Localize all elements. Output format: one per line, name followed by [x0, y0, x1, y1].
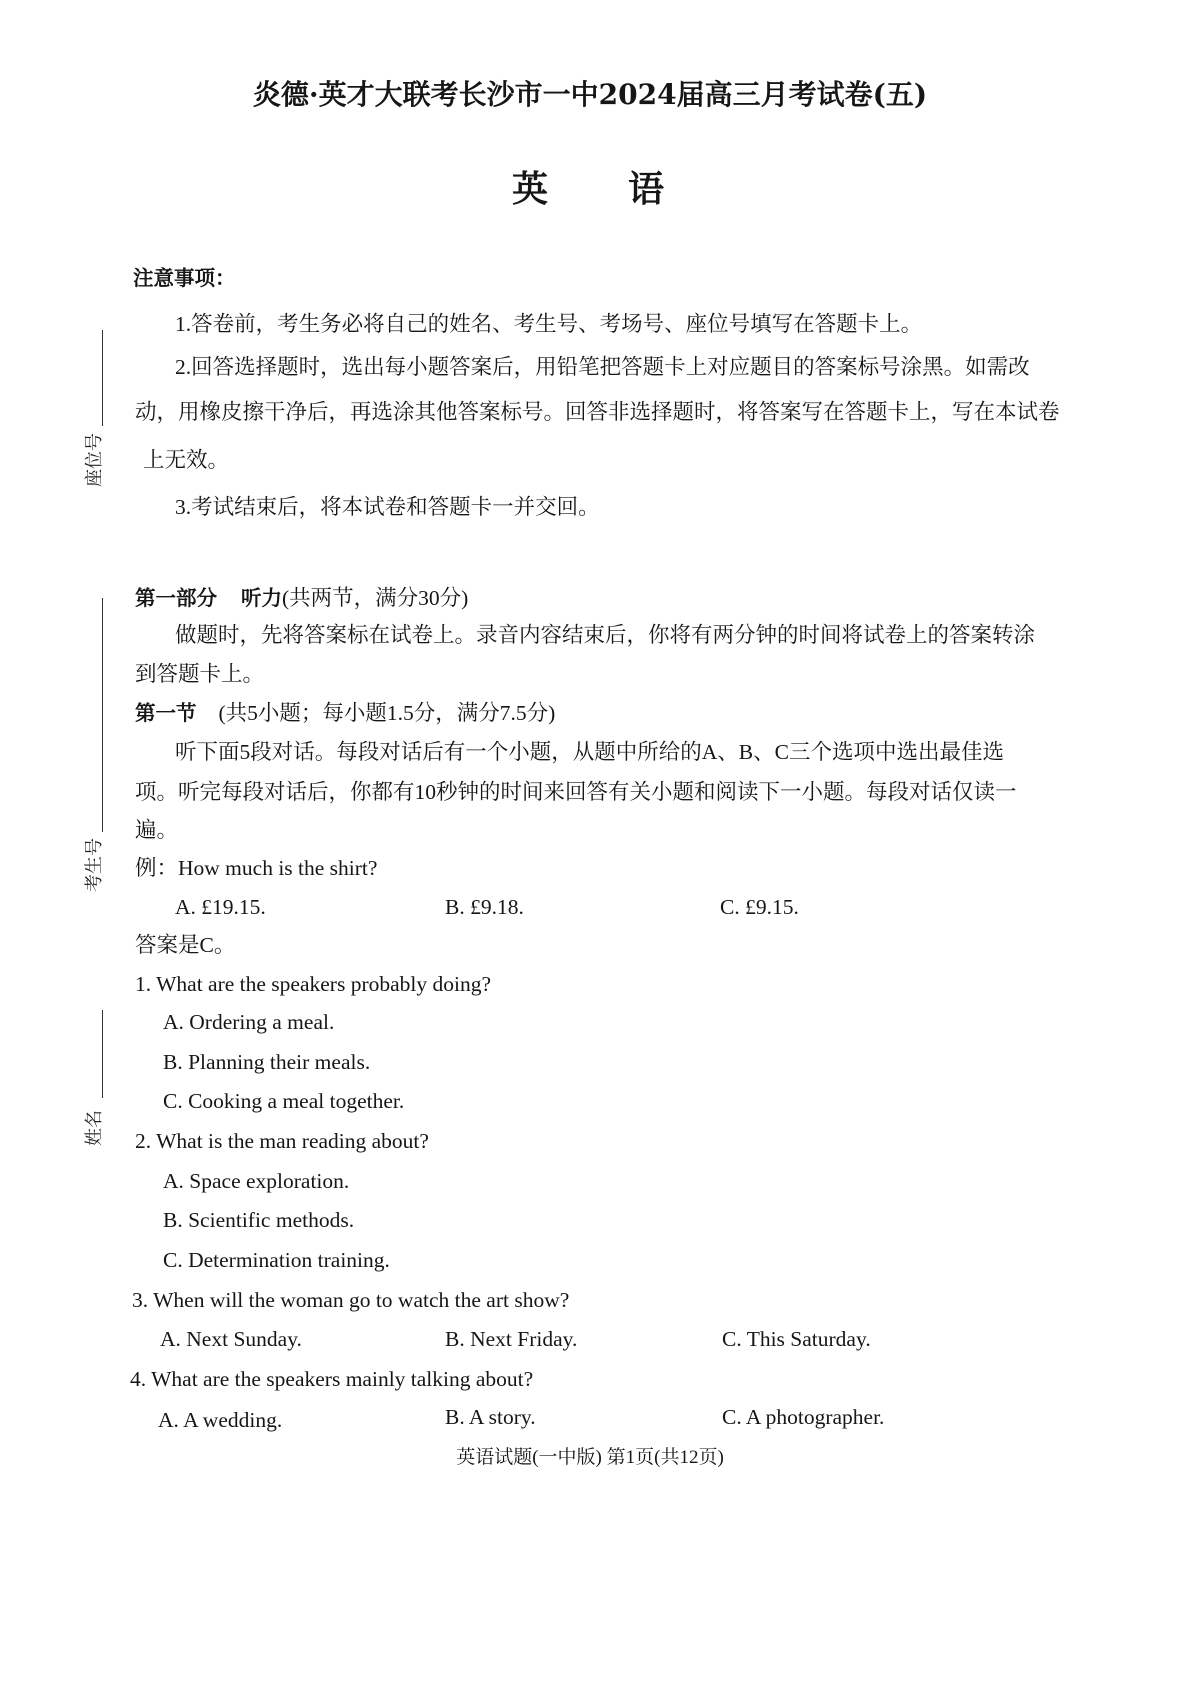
name-label: 姓名	[84, 1110, 105, 1146]
part1-note: (共两节，满分30分)	[282, 586, 469, 610]
example-option-b: B. £9.18.	[445, 895, 524, 919]
subject-title: 英语	[512, 169, 745, 210]
part1-heading	[135, 583, 468, 613]
question-option: A. Next Sunday.	[160, 1327, 302, 1351]
part1-title: 听力	[241, 586, 282, 610]
example-option-a: A. £19.15.	[175, 895, 266, 919]
notice-line: 上无效。	[143, 448, 230, 472]
question-stem: 4. What are the speakers mainly talking about?	[130, 1367, 534, 1391]
section1-instruction-line: 项。听完每段对话后，你都有10秒钟的时间来回答有关小题和阅读下一小题。每段对话仅读一	[135, 780, 1017, 804]
page-footer: 英语试题(一中版) 第1页(共12页)	[456, 1447, 724, 1468]
example-question: 例：How much is the shirt?	[135, 856, 378, 880]
section1-instruction-line: 听下面5段对话。每段对话后有一个小题，从题中所给的A、B、C三个选项中选出最佳选	[175, 740, 1004, 764]
part1-label: 第一部分	[135, 586, 217, 610]
question-stem: 3. When will the woman go to watch the art show?	[132, 1288, 570, 1312]
question-option: B. A story.	[445, 1405, 536, 1429]
section1-label: 第一节	[135, 701, 197, 725]
question-option: C. Determination training.	[163, 1248, 390, 1272]
question-option: C. This Saturday.	[722, 1327, 871, 1351]
exam-title: 炎德·英才大联考长沙市一中2024届高三月考试卷(五)	[252, 78, 928, 111]
notice-line: 1.答卷前，考生务必将自己的姓名、考生号、考场号、座位号填写在答题卡上。	[175, 312, 923, 336]
question-option: A. Space exploration.	[163, 1169, 350, 1193]
seat-number-line	[102, 330, 103, 426]
example-option-c: C. £9.15.	[720, 895, 799, 919]
name-line	[102, 1010, 103, 1098]
section1-instruction-line: 遍。	[135, 818, 179, 842]
notice-line: 动，用橡皮擦干净后，再选涂其他答案标号。回答非选择题时，将答案写在答题卡上，写在本试卷	[135, 400, 1060, 424]
candidate-number-line	[102, 598, 103, 832]
example-answer: 答案是C。	[135, 933, 236, 957]
candidate-number-label: 考生号	[84, 838, 105, 892]
question-option: B. Planning their meals.	[163, 1050, 371, 1074]
question-option: A. A wedding.	[158, 1408, 283, 1432]
question-option: C. Cooking a meal together.	[163, 1089, 405, 1113]
notice-line: 3.考试结束后，将本试卷和答题卡一并交回。	[175, 495, 600, 519]
section1-heading	[135, 698, 555, 728]
question-stem: 2. What is the man reading about?	[135, 1129, 429, 1153]
notice-heading: 注意事项：	[133, 266, 236, 290]
seat-number-label: 座位号	[84, 433, 105, 487]
question-stem: 1. What are the speakers probably doing?	[135, 972, 492, 996]
part1-instruction-line: 到答题卡上。	[135, 662, 265, 686]
question-option: A. Ordering a meal.	[163, 1010, 335, 1034]
notice-line: 2.回答选择题时，选出每小题答案后，用铅笔把答题卡上对应题目的答案标号涂黑。如需改	[175, 355, 1030, 379]
section1-note: (共5小题；每小题1.5分，满分7.5分)	[218, 701, 556, 725]
part1-instruction-line: 做题时，先将答案标在试卷上。录音内容结束后，你将有两分钟的时间将试卷上的答案转涂	[175, 623, 1036, 647]
question-option: C. A photographer.	[722, 1405, 885, 1429]
question-option: B. Next Friday.	[445, 1327, 578, 1351]
question-option: B. Scientific methods.	[163, 1208, 355, 1232]
